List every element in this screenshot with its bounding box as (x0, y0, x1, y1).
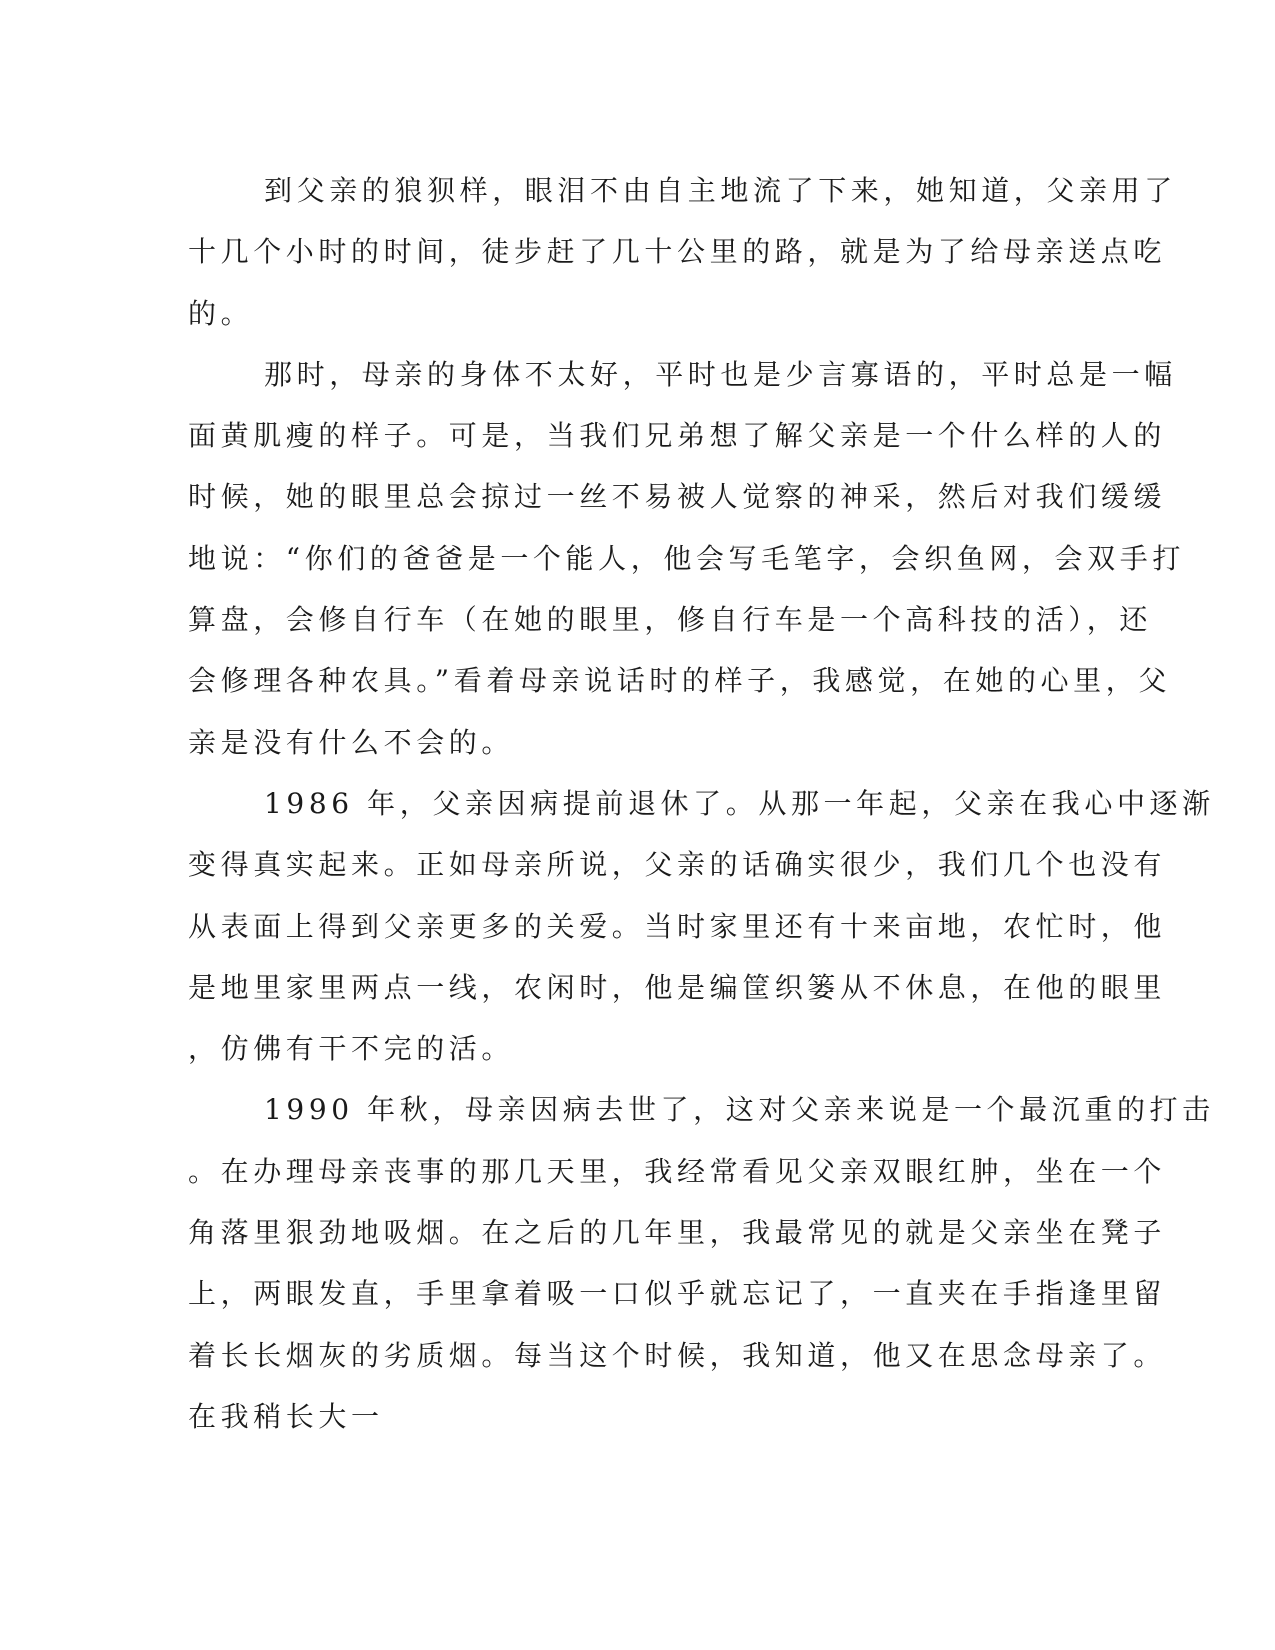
text-line: 是地里家里两点一线，农闲时，他是编筐织篓从不休息，在他的眼里 (188, 970, 1167, 1004)
text-line: 十几个小时的时间，徒步赶了几十公里的路，就是为了给母亲送点吃 (188, 235, 1167, 269)
text-line: 在我稍长大一 (188, 1399, 384, 1433)
text-line: 的。 (188, 296, 254, 330)
text-line: 面黄肌瘦的样子。可是，当我们兄弟想了解父亲是一个什么样的人的 (188, 419, 1167, 453)
text-line: 上，两眼发直，手里拿着吸一口似乎就忘记了，一直夹在手指逢里留 (188, 1277, 1167, 1311)
text-line: 角落里狠劲地吸烟。在之后的几年里，我最常见的就是父亲坐在凳子 (188, 1216, 1167, 1250)
text-line: 从表面上得到父亲更多的关爱。当时家里还有十来亩地，农忙时，他 (188, 909, 1167, 943)
text-line: 着长长烟灰的劣质烟。每当这个时候，我知道，他又在思念母亲了。 (188, 1338, 1167, 1372)
text-line: 时候，她的眼里总会掠过一丝不易被人觉察的神采，然后对我们缓缓 (188, 480, 1167, 514)
document-body (188, 160, 1215, 1447)
text-line: ，仿佛有干不完的活。 (188, 1032, 515, 1066)
text-line: 到父亲的狼狈样，眼泪不由自主地流了下来，她知道，父亲用了 (264, 174, 1177, 207)
text-line: 算盘，会修自行车（在她的眼里，修自行车是一个高科技的活），还 (188, 603, 1153, 637)
text-line: 会修理各种农具。”看着母亲说话时的样子，我感觉，在她的心里，父 (188, 664, 1171, 698)
text-line: 变得真实起来。正如母亲所说，父亲的话确实很少，我们几个也没有 (188, 848, 1167, 882)
text-line: 1990 年秋，母亲因病去世了，这对父亲来说是一个最沉重的打击 (264, 1093, 1215, 1127)
text-line: 1986 年，父亲因病提前退休了。从那一年起，父亲在我心中逐渐 (264, 786, 1215, 820)
text-line: 地说：“你们的爸爸是一个能人，他会写毛笔字，会织鱼网，会双手打 (188, 541, 1185, 575)
text-line: 。在办理母亲丧事的那几天里，我经常看见父亲双眼红肿，坐在一个 (188, 1154, 1167, 1188)
text-line: 那时，母亲的身体不太好，平时也是少言寡语的，平时总是一幅 (264, 357, 1177, 391)
text-line: 亲是没有什么不会的。 (188, 725, 515, 759)
